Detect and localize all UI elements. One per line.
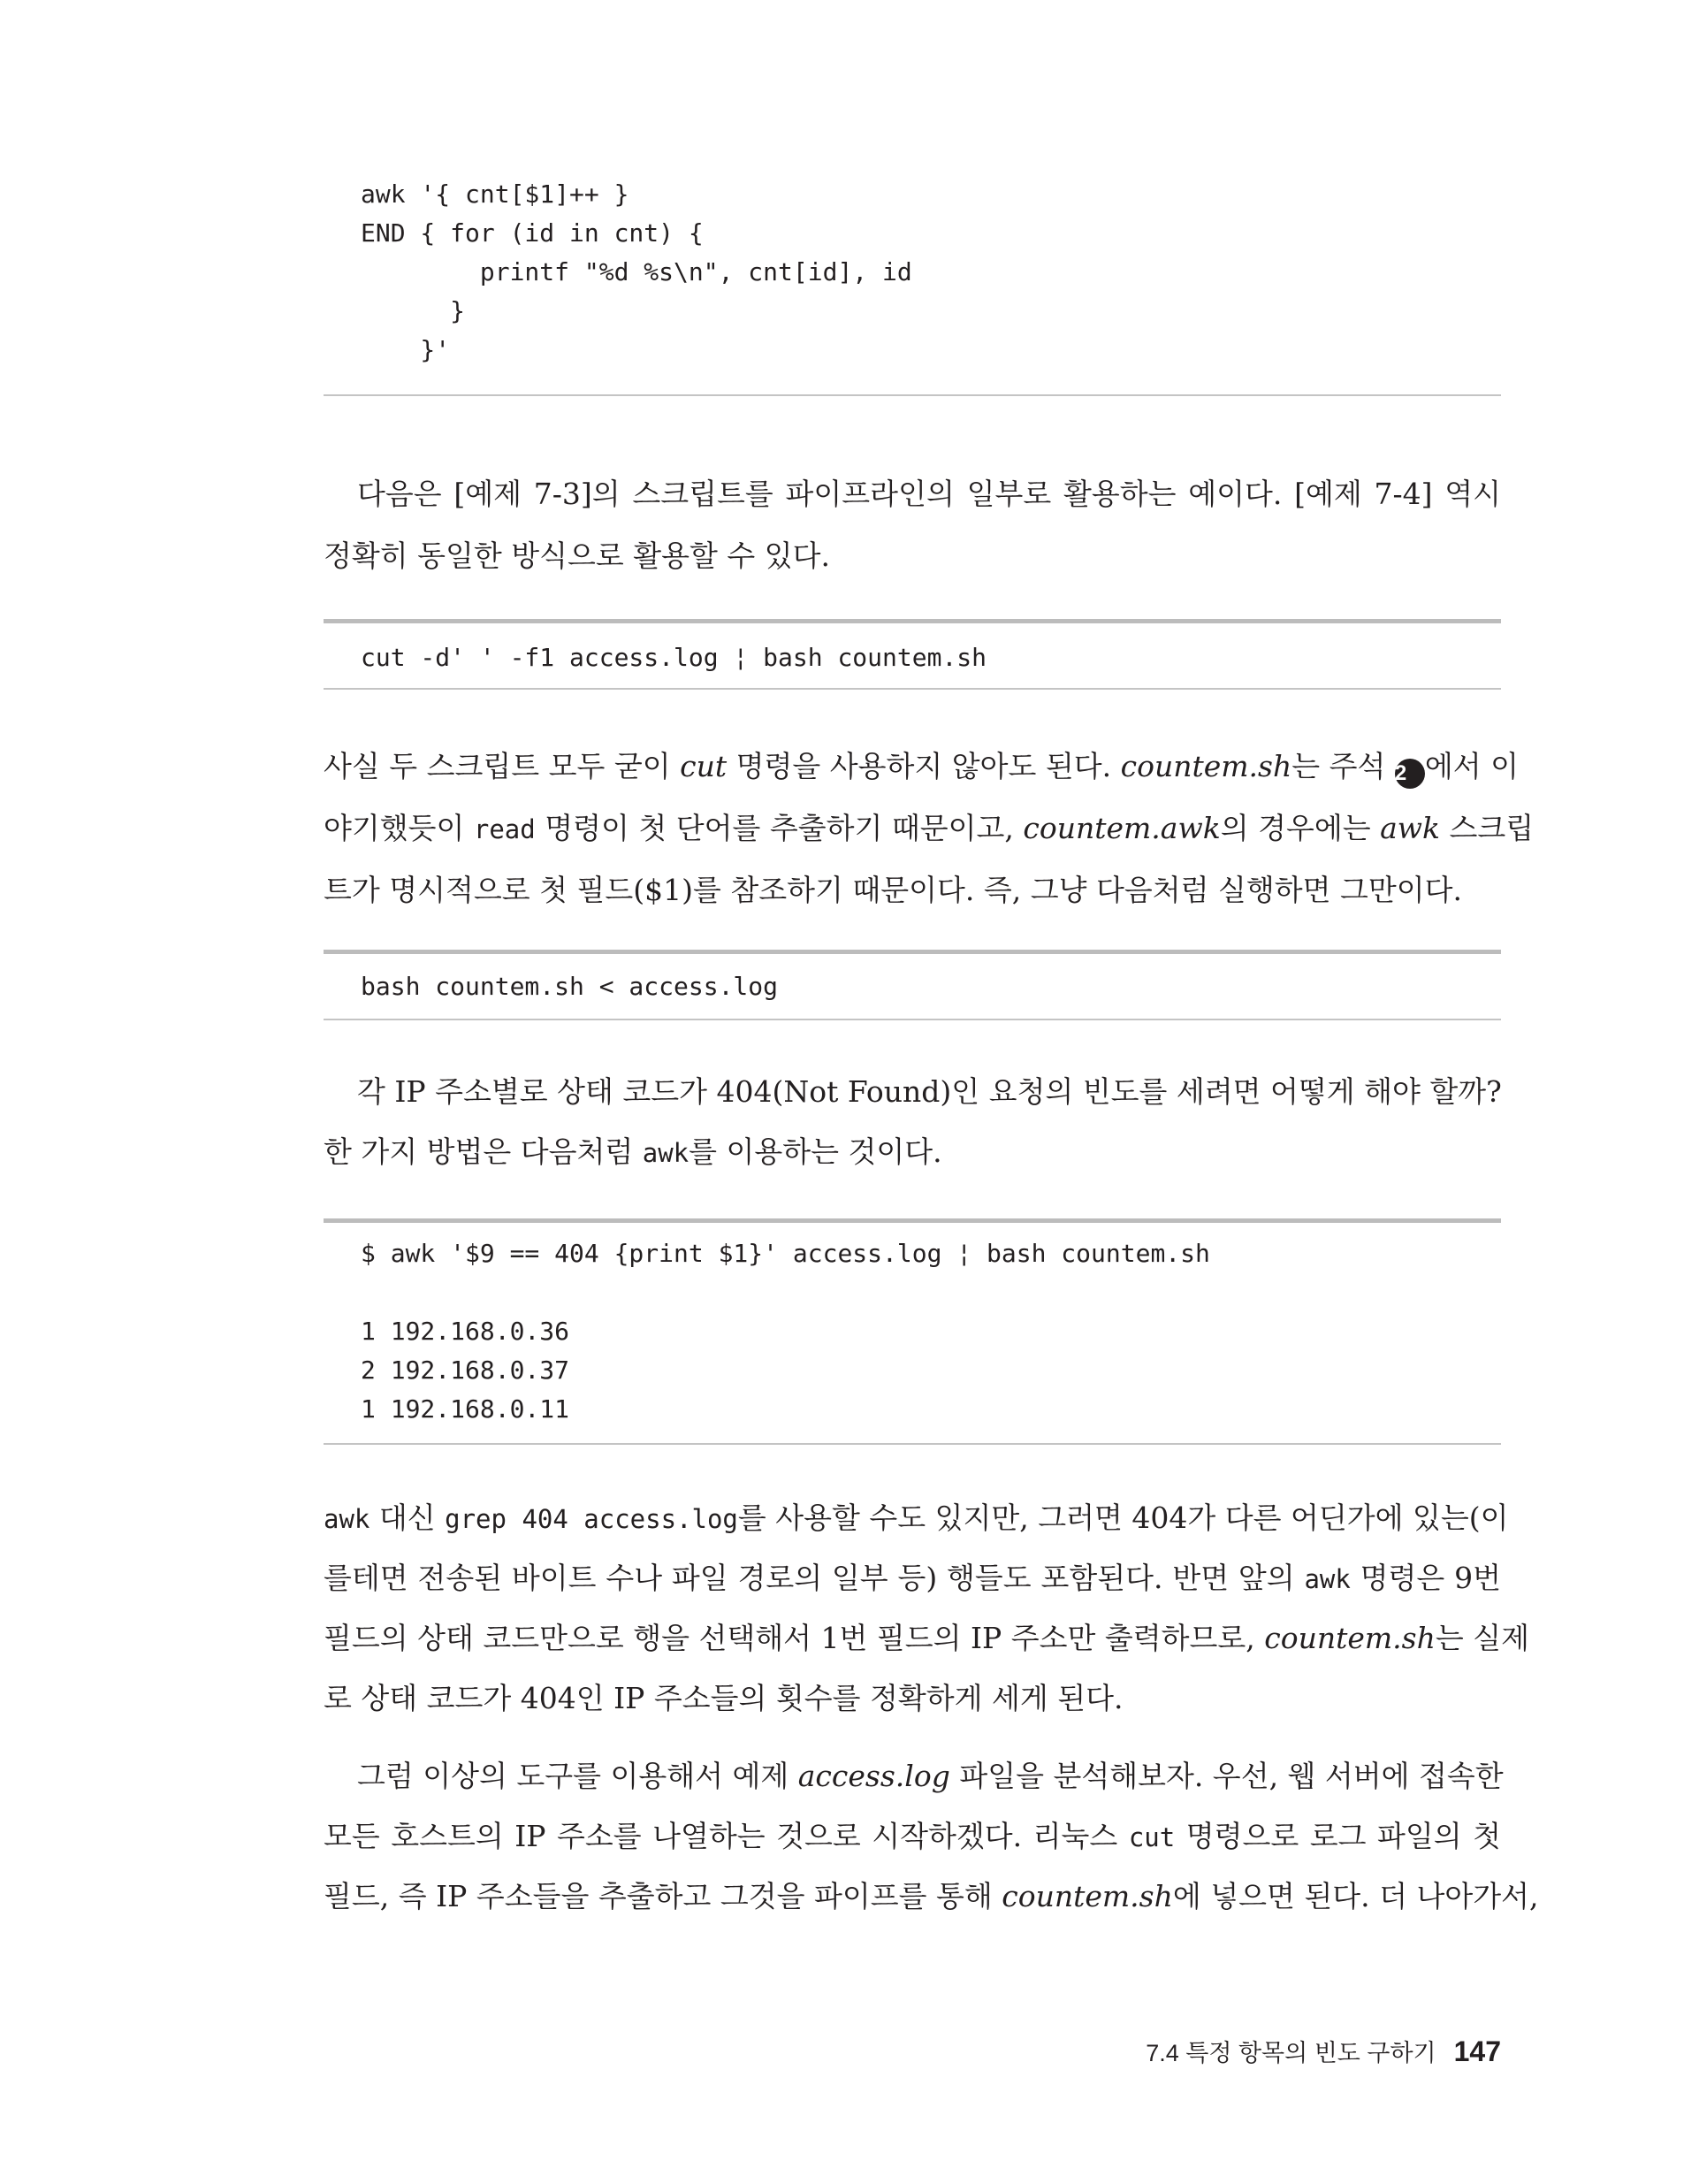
paragraph-line: 정확히 동일한 방식으로 활용할 수 있다. xyxy=(324,538,830,573)
code-line: awk '{ cnt[$1]++ } xyxy=(361,179,629,209)
paragraph-pipeline-usage xyxy=(324,474,1501,573)
filename-countem-awk: countem.awk xyxy=(1023,811,1221,845)
paragraph-no-cut-needed xyxy=(324,746,1535,907)
code-block-bottom-rule xyxy=(324,1443,1501,1445)
paragraph-line: 필드, 즉 IP 주소들을 추출하고 그것을 파이프를 통해 countem.sh에 넣으면 된다. 더 나아가서, xyxy=(324,1879,1539,1913)
code-output-line: 1 192.168.0.11 xyxy=(361,1394,570,1424)
code-line: bash countem.sh < access.log xyxy=(361,972,779,1001)
code-line: }' xyxy=(361,335,451,364)
command-cut: cut xyxy=(680,749,728,783)
filename-countem-sh: countem.sh xyxy=(1120,749,1292,783)
paragraph-line: 야기했듯이 read 명령이 첫 단어를 추출하기 때문이고, countem.awk의 경우에는 awk 스크립 xyxy=(324,811,1535,845)
code-line: END { for (id in cnt) { xyxy=(361,218,704,248)
command-awk: awk xyxy=(1380,811,1440,845)
paragraph-line: 모든 호스트의 IP 주소를 나열하는 것으로 시작하겠다. 리눅스 cut 명령으로 로그 파일의 첫 xyxy=(324,1819,1501,1853)
paragraph-line: 사실 두 스크립트 모두 굳이 cut 명령을 사용하지 않아도 된다. countem.sh는 주석 2 에서 이 xyxy=(324,746,1501,789)
command-awk: awk xyxy=(324,1504,370,1534)
filename-access-log: access.log xyxy=(797,1759,950,1793)
paragraph-line: 다음은 [예제 7-3]의 스크립트를 파이프라인의 일부로 활용하는 예이다. [예제 7-4] 역시 xyxy=(357,477,1501,511)
code-block-bottom-rule xyxy=(324,394,1501,396)
code-block-countem-redirect xyxy=(324,950,1501,1022)
paragraph-line: 한 가지 방법은 다음처럼 awk를 이용하는 것이다. xyxy=(324,1134,942,1169)
paragraph-line: awk 대신 grep 404 access.log를 사용할 수도 있지만, 그러면 404가 다른 어딘가에 있는(이 xyxy=(324,1501,1509,1535)
code-output-line: 1 192.168.0.36 xyxy=(361,1317,570,1346)
paragraph-404-question xyxy=(324,1072,1502,1169)
command-grep: grep 404 access.log xyxy=(445,1504,738,1534)
code-block-awk-404 xyxy=(324,1218,1501,1448)
annotation-number-icon: 2 xyxy=(1395,759,1425,789)
code-command: $ awk '$9 == 404 {print $1}' access.log ¦ bash countem.sh xyxy=(361,1239,1210,1268)
paragraph-line: 를테면 전송된 바이트 수나 파일 경로의 일부 등) 행들도 포함된다. 반면 앞의 awk 명령은 9번 xyxy=(324,1561,1501,1595)
code-block-bottom-rule xyxy=(324,688,1501,690)
code-block-awk-count xyxy=(324,177,1501,398)
code-line: printf "%d %s\n", cnt[id], id xyxy=(361,257,912,286)
filename-countem-sh: countem.sh xyxy=(1002,1879,1173,1913)
code-block-top-rule xyxy=(324,1218,1501,1223)
paragraph-grep-alternative xyxy=(324,1498,1529,1715)
filename-countem-sh: countem.sh xyxy=(1264,1621,1436,1655)
command-awk: awk xyxy=(642,1138,690,1168)
code-line: cut -d' ' -f1 access.log ¦ bash countem.sh xyxy=(361,643,987,672)
command-read: read xyxy=(473,814,536,844)
code-line: } xyxy=(361,296,466,325)
paragraph-line: 각 IP 주소별로 상태 코드가 404(Not Found)인 요청의 빈도를 세려면 어떻게 해야 할까? xyxy=(357,1074,1502,1109)
page-footer xyxy=(1146,2034,1501,2068)
paragraph-line: 로 상태 코드가 404인 IP 주소들의 횟수를 정확하게 세게 된다. xyxy=(324,1681,1124,1715)
paragraph-line: 필드의 상태 코드만으로 행을 선택해서 1번 필드의 IP 주소만 출력하므로, countem.sh는 실제 xyxy=(324,1621,1529,1655)
page-number: 147 xyxy=(1453,2035,1501,2067)
paragraph-analyze-access-log xyxy=(324,1756,1539,1913)
command-awk: awk xyxy=(1304,1564,1351,1594)
footer-section-title: 7.4 특정 항목의 빈도 구하기 xyxy=(1146,2040,1436,2066)
code-block-top-rule xyxy=(324,950,1501,954)
code-block-bottom-rule xyxy=(324,1019,1501,1020)
code-block-cut-pipeline xyxy=(324,619,1501,691)
code-block-top-rule xyxy=(324,619,1501,623)
paragraph-line: 트가 명시적으로 첫 필드($1)를 참조하기 때문이다. 즉, 그냥 다음처럼 실행하면 그만이다. xyxy=(324,873,1462,907)
paragraph-line: 그럼 이상의 도구를 이용해서 예제 access.log 파일을 분석해보자. 우선, 웹 서버에 접속한 xyxy=(357,1759,1504,1793)
command-cut: cut xyxy=(1128,1822,1176,1852)
code-output-line: 2 192.168.0.37 xyxy=(361,1355,570,1385)
